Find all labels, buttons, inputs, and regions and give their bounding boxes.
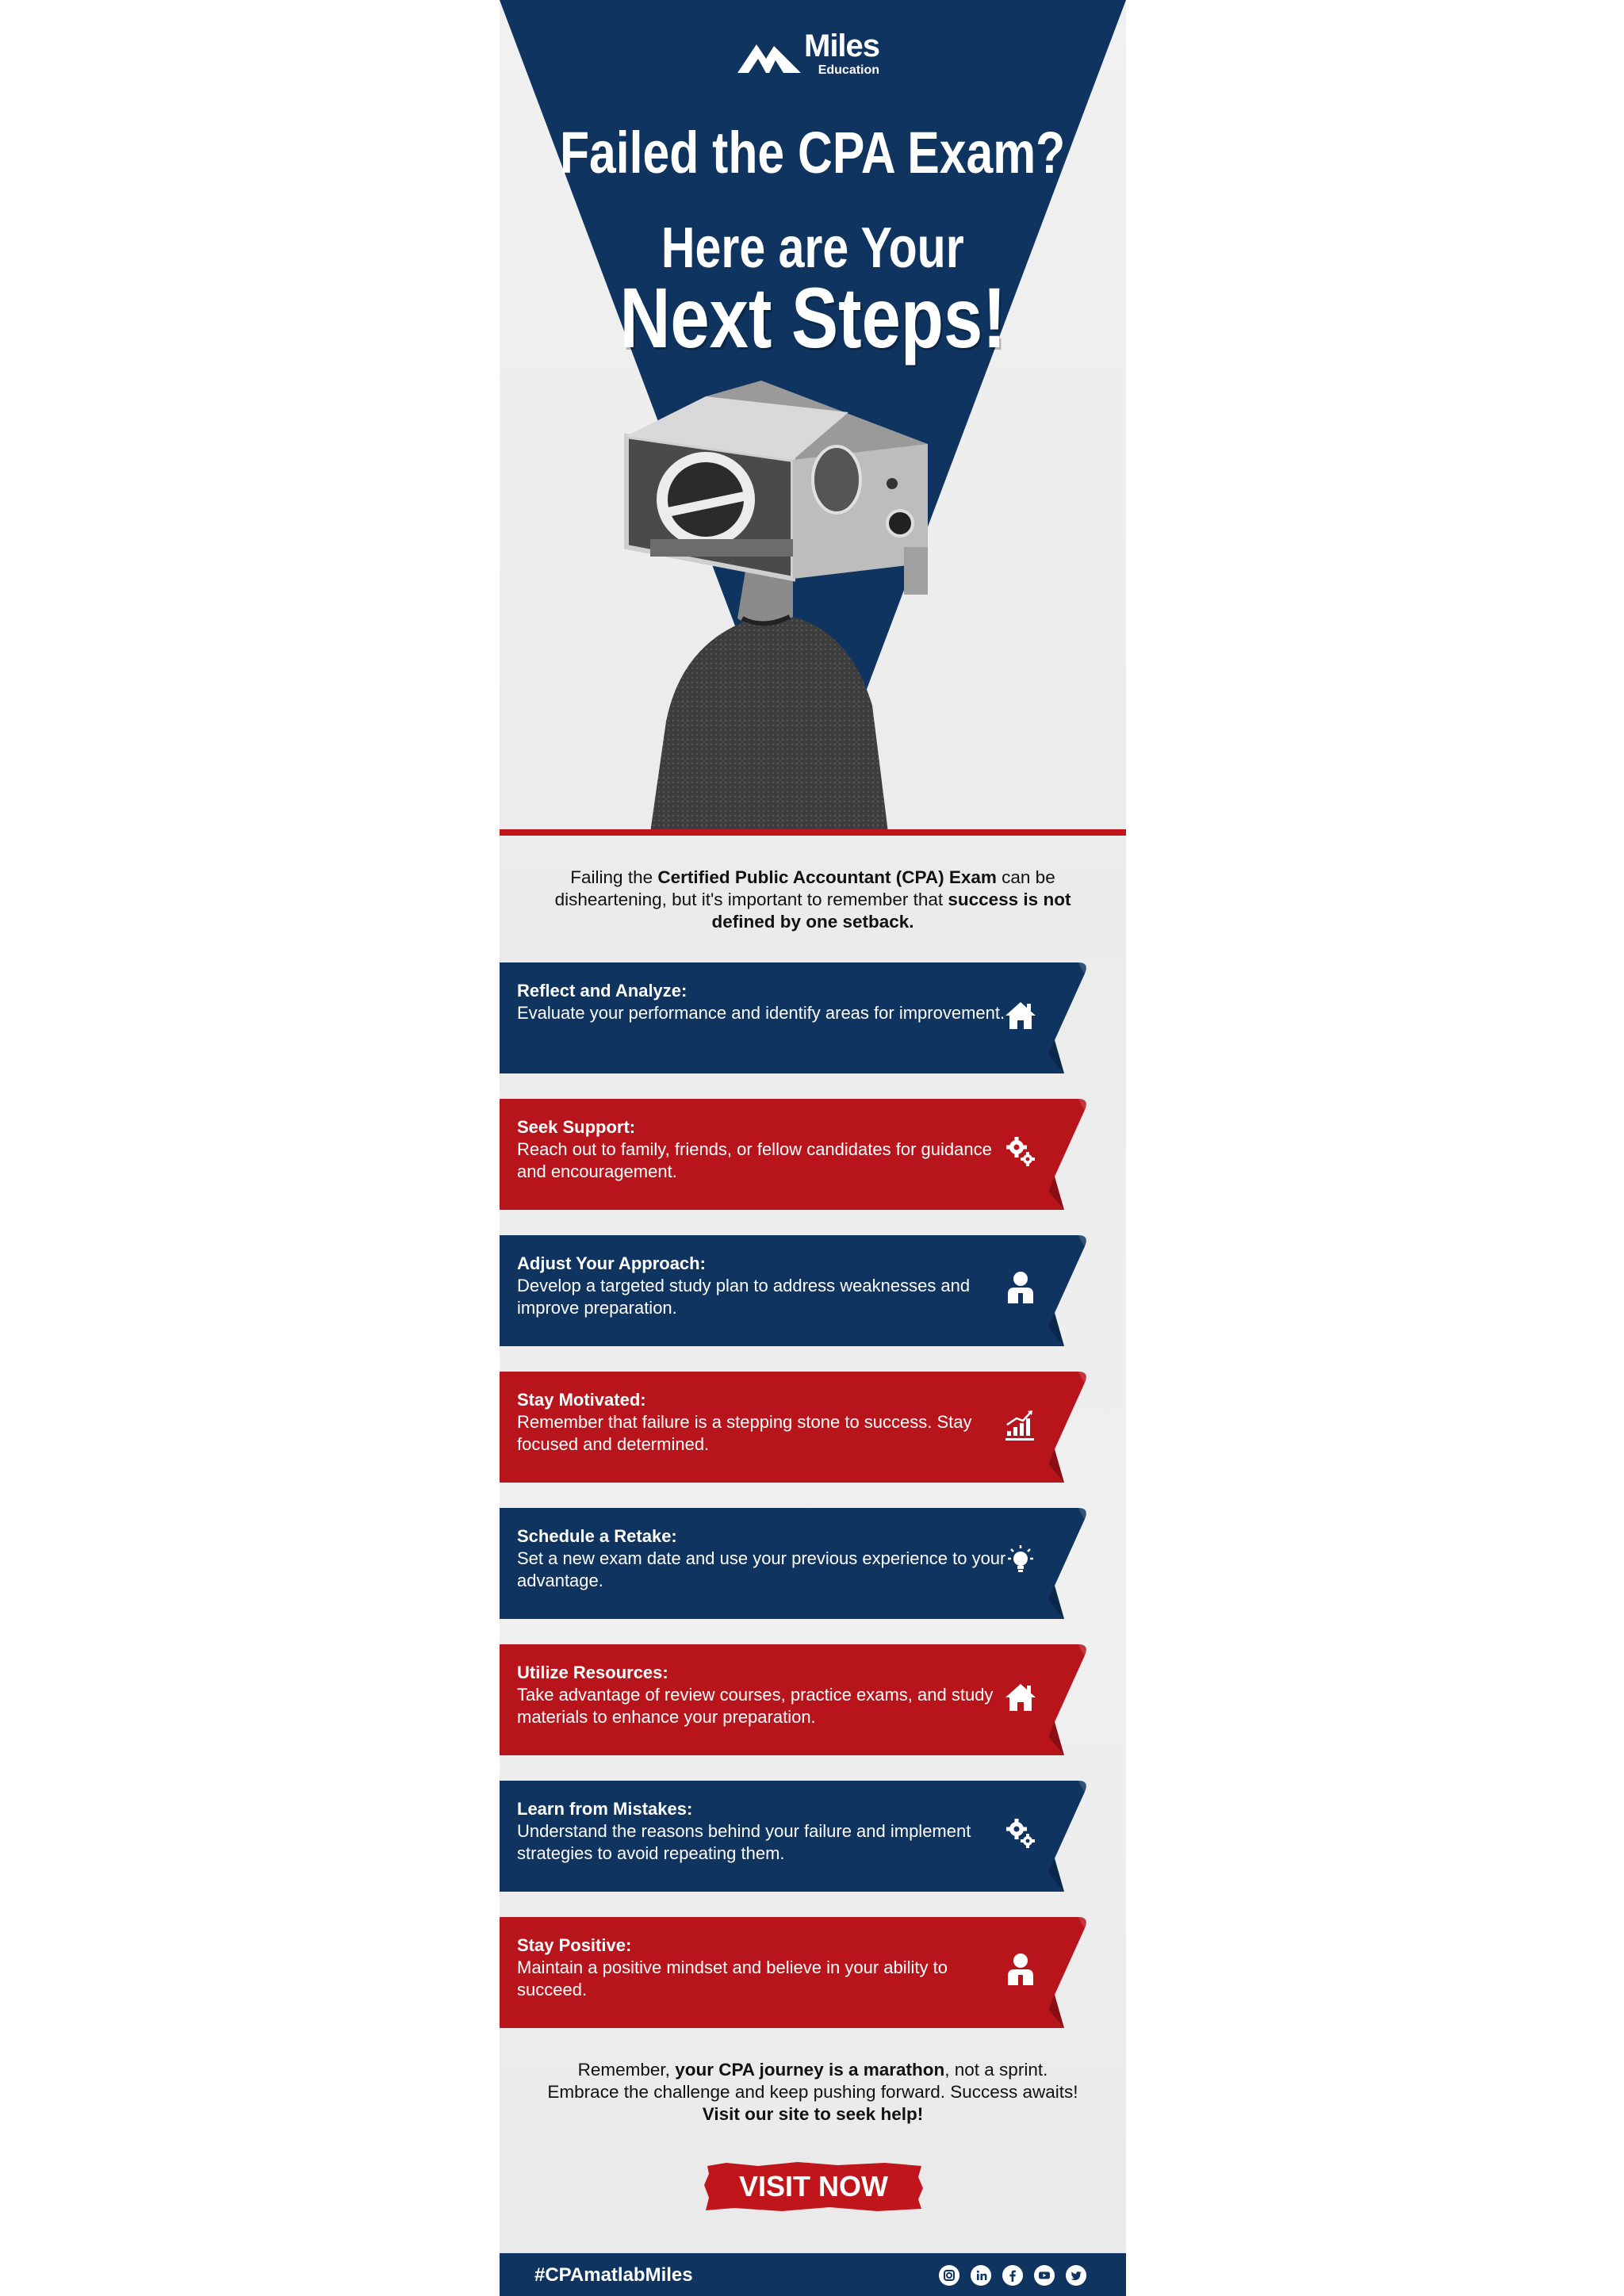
growth-chart-icon [1001,1405,1040,1445]
step-card [500,1779,1086,1892]
step-text [517,1662,1009,1728]
lightbulb-icon [1001,1541,1040,1581]
hashtag[interactable]: #CPAmatlabMiles [534,2264,693,2286]
subhead-line-1: Here are Your [661,216,964,280]
visit-now-button[interactable] [703,2161,925,2212]
person-icon [1001,1950,1040,1990]
home-icon [1001,1678,1040,1717]
gears-icon [1001,1814,1040,1854]
intro-paragraph: Failing the Certified Public Accountant (CPA) Exam can be disheartening, but it's important to remember that success is not defined by one setback. [554,867,1071,932]
step-title: Seek Support: [517,1117,636,1137]
visit-now-label: VISIT NOW [739,2170,888,2202]
subhead-line-2: Next Steps! [619,270,1006,365]
linkedin-icon[interactable] [971,2265,991,2286]
logo-wordmark: Miles [804,29,880,63]
step-card [500,1234,1086,1346]
step-body: Maintain a positive mindset and believe in your ability to succeed. [517,1957,948,1999]
step-body: Set a new exam date and use your previous experience to your advantage. [517,1548,1006,1590]
person-icon [1001,1269,1040,1308]
step-text [517,1525,1009,1592]
miles-education-logo[interactable] [737,30,879,78]
step-title: Schedule a Retake: [517,1526,677,1546]
step-body: Develop a targeted study plan to address weaknesses and improve preparation. [517,1276,971,1318]
logo-subtitle: Education [818,63,880,77]
step-text [517,1798,1009,1865]
step-text [517,1116,1009,1183]
step-body: Remember that failure is a stepping stone to success. Stay focused and determined. [517,1412,972,1454]
step-title: Utilize Resources: [517,1663,668,1682]
gears-icon [1001,1132,1040,1172]
hero-divider [500,829,1126,836]
step-text [517,1253,1009,1319]
step-card [500,961,1086,1073]
infographic-poster [500,0,1126,2296]
step-card [500,1915,1086,2028]
mountain-logo-icon [737,35,801,73]
step-title: Stay Positive: [517,1935,632,1955]
step-title: Adjust Your Approach: [517,1253,706,1273]
step-card [500,1643,1086,1755]
facebook-icon[interactable] [1002,2265,1023,2286]
step-body: Take advantage of review courses, practice exams, and study materials to enhance your preparation. [517,1685,994,1727]
step-body: Evaluate your performance and identify areas for improvement. [517,1003,1005,1023]
step-card [500,1370,1086,1483]
twitter-icon[interactable] [1066,2265,1086,2286]
home-icon [1001,996,1040,1035]
step-text [517,1389,1009,1456]
step-body: Reach out to family, friends, or fellow candidates for guidance and encouragement. [517,1139,992,1181]
step-title: Reflect and Analyze: [517,981,688,1001]
step-text [517,980,1009,1024]
step-card [500,1097,1086,1210]
step-body: Understand the reasons behind your failure and implement strategies to avoid repeating them. [517,1821,971,1863]
tv-head-person-illustration [595,381,928,832]
step-text [517,1934,1009,2001]
step-title: Learn from Mistakes: [517,1799,693,1819]
step-title: Stay Motivated: [517,1390,646,1410]
outro-paragraph: Remember, your CPA journey is a marathon, not a sprint. Embrace the challenge and keep pushing forward. Success awaits! Visit our site to seek help! [547,2060,1078,2124]
step-card [500,1506,1086,1619]
youtube-icon[interactable] [1034,2265,1055,2286]
headline: Failed the CPA Exam? [560,120,1066,186]
instagram-icon[interactable] [939,2265,959,2286]
footer-bar [500,2253,1126,2296]
